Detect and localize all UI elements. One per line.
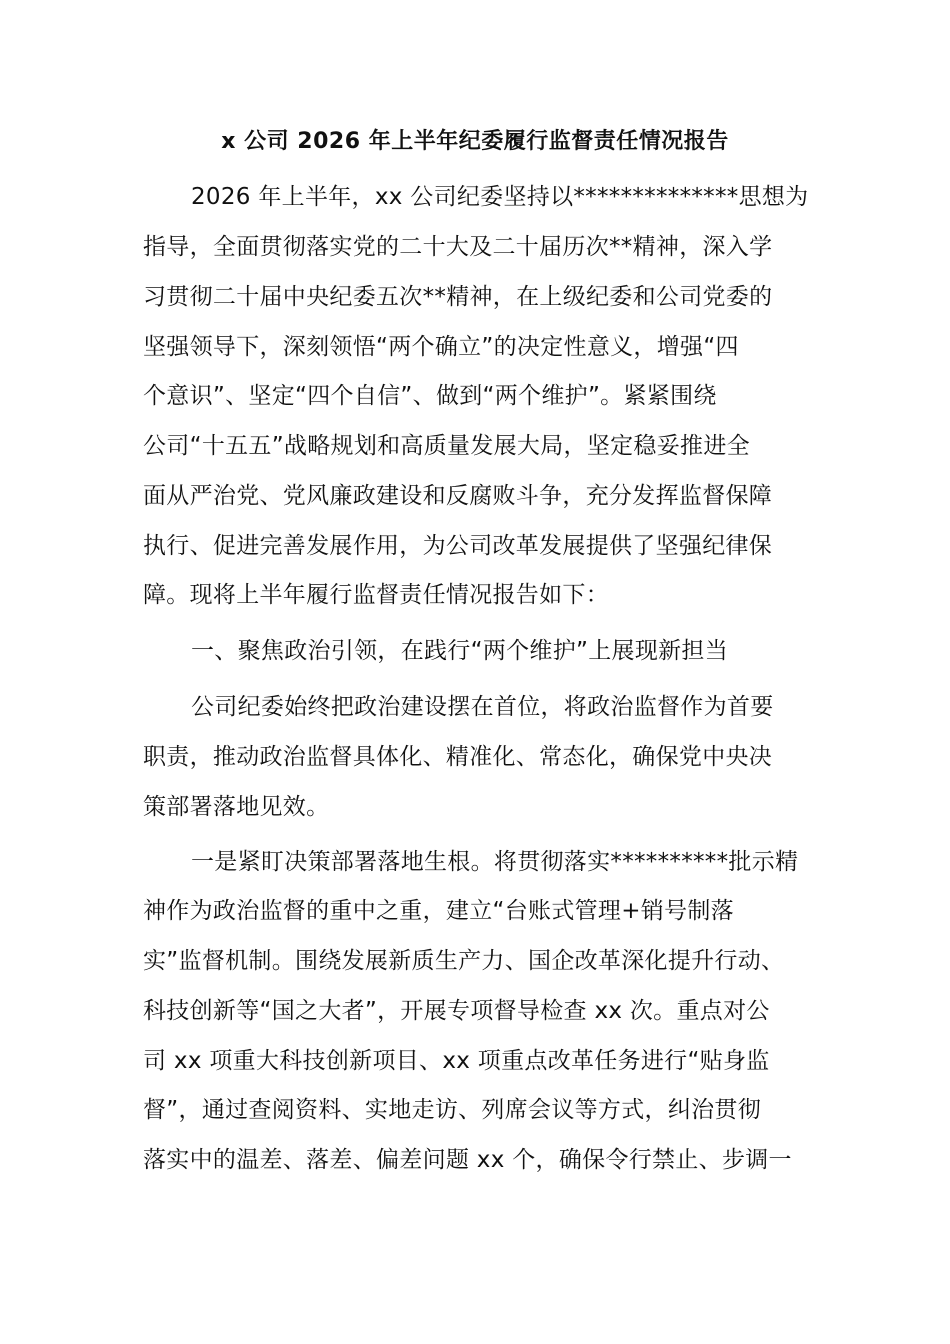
section-heading-1: 一、聚焦政治引领，在践行“两个维护”上展现新担当 [191, 638, 729, 664]
paragraph-1-line-6: 公司“十五五”战略规划和高质量发展大局，坚定稳妥推进全 [143, 433, 750, 459]
paragraph-2-line-1: 公司纪委始终把政治建设摆在首位，将政治监督作为首要 [191, 694, 774, 720]
paragraph-1-line-7: 面从严治党、党风廉政建设和反腐败斗争，充分发挥监督保障 [143, 483, 773, 509]
paragraph-1-line-9: 障。现将上半年履行监督责任情况报告如下： [143, 582, 609, 608]
paragraph-3-line-5: 司 xx 项重大科技创新项目、xx 项重点改革任务进行“贴身监 [143, 1048, 770, 1074]
paragraph-3-line-4: 科技创新等“国之大者”，开展专项督导检查 xx 次。重点对公 [143, 998, 770, 1024]
paragraph-1-line-5: 个意识”、坚定“四个自信”、做到“两个维护”。紧紧围绕 [143, 383, 717, 409]
document-title: x 公司 2026 年上半年纪委履行监督责任情况报告 [221, 129, 729, 154]
paragraph-1-line-1: 2026 年上半年，xx 公司纪委坚持以**************思想为 [191, 184, 809, 210]
paragraph-3-line-2: 神作为政治监督的重中之重，建立“台账式管理+销号制落 [143, 898, 734, 924]
paragraph-1-line-3: 习贯彻二十届中央纪委五次**精神，在上级纪委和公司党委的 [143, 284, 773, 310]
paragraph-2-line-3: 策部署落地见效。 [143, 794, 330, 820]
paragraph-3-line-1: 一是紧盯决策部署落地生根。将贯彻落实**********批示精 [191, 849, 799, 875]
paragraph-3-line-3: 实”监督机制。围绕发展新质生产力、国企改革深化提升行动、 [143, 948, 785, 974]
paragraph-2-line-2: 职责，推动政治监督具体化、精准化、常态化，确保党中央决 [143, 744, 773, 770]
paragraph-1-line-8: 执行、促进完善发展作用，为公司改革发展提供了坚强纪律保 [143, 533, 773, 559]
paragraph-1-line-4: 坚强领导下，深刻领悟“两个确立”的决定性意义，增强“四 [143, 334, 739, 360]
paragraph-3-line-7: 落实中的温差、落差、偏差问题 xx 个，确保令行禁止、步调一 [143, 1147, 792, 1173]
paragraph-1-line-2: 指导，全面贯彻落实党的二十大及二十届历次**精神，深入学 [143, 234, 773, 260]
paragraph-3-line-6: 督”，通过查阅资料、实地走访、列席会议等方式，纠治贯彻 [143, 1097, 762, 1123]
